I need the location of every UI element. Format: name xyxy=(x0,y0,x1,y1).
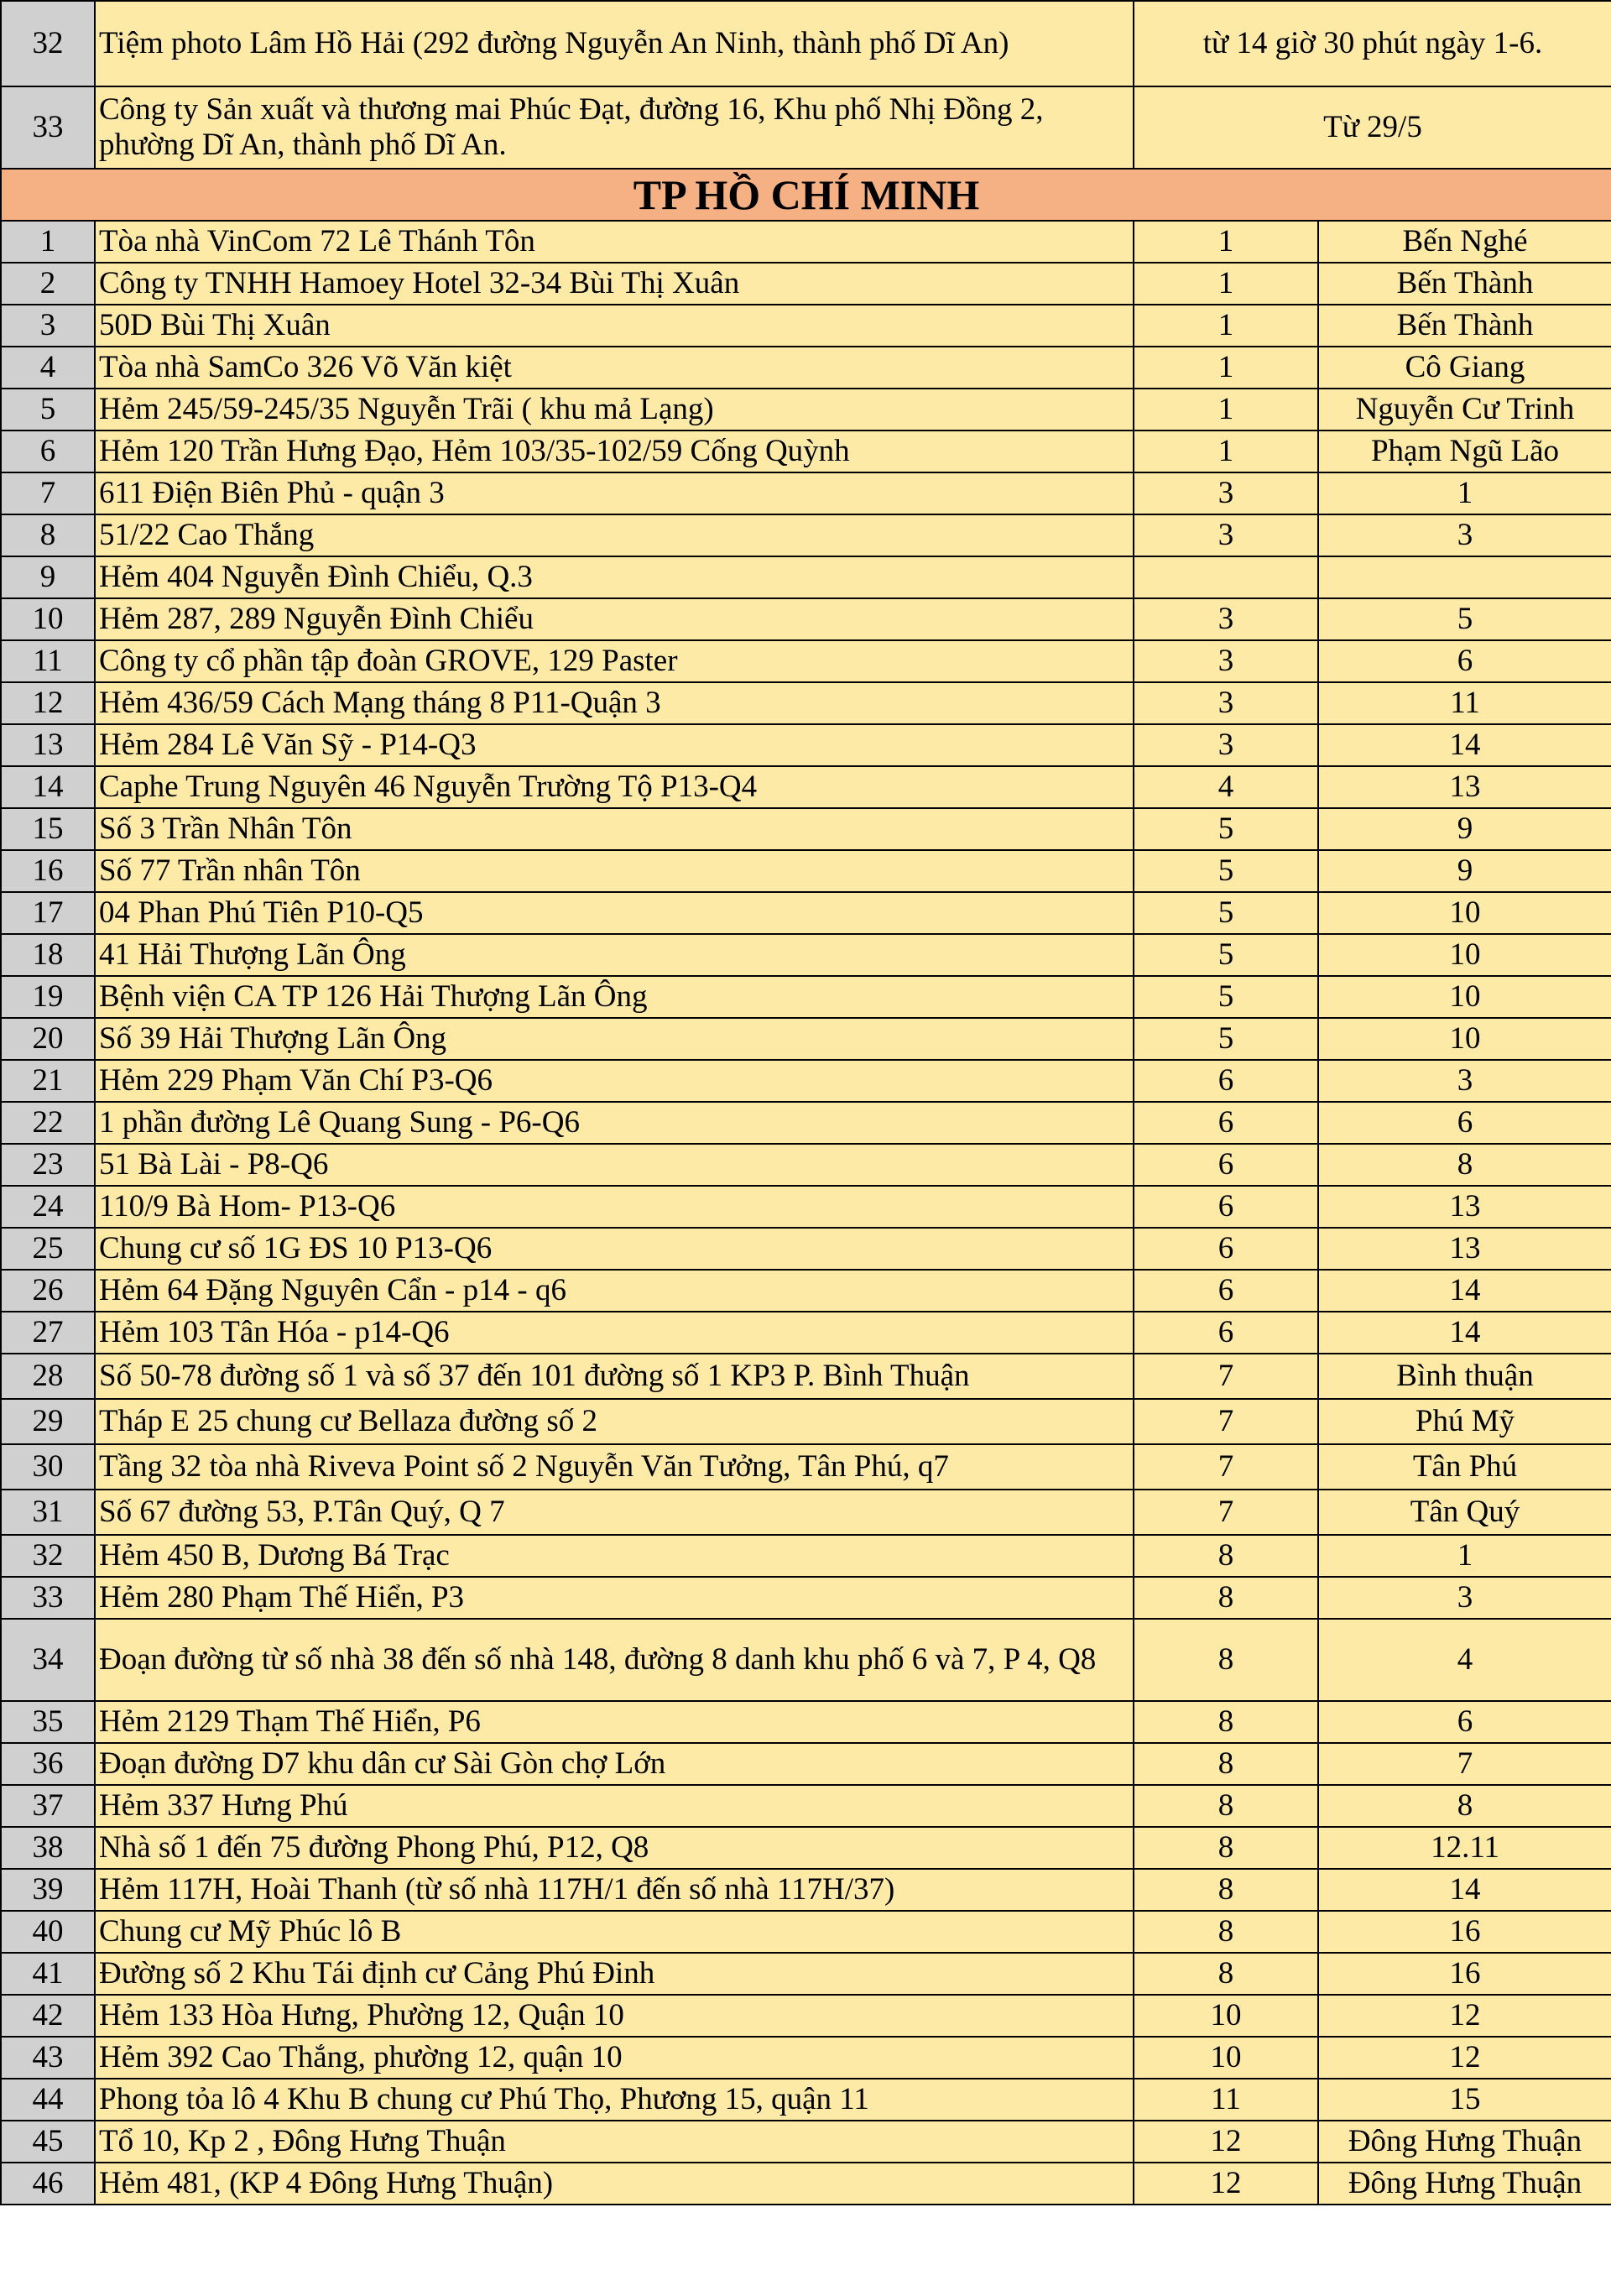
district-cell: 3 xyxy=(1134,514,1318,556)
table-row xyxy=(1,1619,1611,1701)
row-number-cell: 31 xyxy=(1,1490,95,1535)
time-cell: từ 14 giờ 30 phút ngày 1-6. xyxy=(1134,1,1611,86)
row-number-cell: 44 xyxy=(1,2079,95,2121)
ward-cell: 3 xyxy=(1318,1060,1611,1102)
district-cell: 8 xyxy=(1134,1827,1318,1869)
district-cell: 8 xyxy=(1134,1953,1318,1995)
location-cell: Hẻm 337 Hưng Phú xyxy=(95,1785,1134,1827)
row-number-cell: 33 xyxy=(1,86,95,169)
location-cell: Tầng 32 tòa nhà Riveva Point số 2 Nguyễn Văn Tưởng, Tân Phú, q7 xyxy=(95,1444,1134,1490)
district-cell: 4 xyxy=(1134,766,1318,808)
table-row xyxy=(1,1911,1611,1953)
row-number-cell: 12 xyxy=(1,682,95,724)
table-row xyxy=(1,1018,1611,1060)
district-cell: 8 xyxy=(1134,1911,1318,1953)
row-number-cell: 22 xyxy=(1,1102,95,1144)
ward-cell: 13 xyxy=(1318,1228,1611,1270)
table-row xyxy=(1,766,1611,808)
ward-cell: 8 xyxy=(1318,1144,1611,1186)
table-row xyxy=(1,1490,1611,1535)
row-number-cell: 38 xyxy=(1,1827,95,1869)
location-cell: Hẻm 280 Phạm Thế Hiển, P3 xyxy=(95,1577,1134,1619)
location-cell: Chung cư Mỹ Phúc lô B xyxy=(95,1911,1134,1953)
ward-cell: 3 xyxy=(1318,1577,1611,1619)
ward-cell: 5 xyxy=(1318,598,1611,640)
location-cell: Tòa nhà VinCom 72 Lê Thánh Tôn xyxy=(95,221,1134,263)
row-number-cell: 6 xyxy=(1,430,95,472)
table-body xyxy=(1,1,1611,2205)
ward-cell: 1 xyxy=(1318,1535,1611,1577)
row-number-cell: 37 xyxy=(1,1785,95,1827)
row-number-cell: 25 xyxy=(1,1228,95,1270)
location-cell: Hẻm 287, 289 Nguyễn Đình Chiểu xyxy=(95,598,1134,640)
location-cell: Hẻm 392 Cao Thắng, phường 12, quận 10 xyxy=(95,2037,1134,2079)
district-cell: 6 xyxy=(1134,1312,1318,1354)
location-cell: Hẻm 245/59-245/35 Nguyễn Trãi ( khu mả Lạng) xyxy=(95,389,1134,430)
table-row xyxy=(1,1399,1611,1444)
row-number-cell: 35 xyxy=(1,1701,95,1743)
table-row xyxy=(1,514,1611,556)
ward-cell: 6 xyxy=(1318,1102,1611,1144)
location-cell: 04 Phan Phú Tiên P10-Q5 xyxy=(95,892,1134,934)
ward-cell: 9 xyxy=(1318,850,1611,892)
ward-cell: Phú Mỹ xyxy=(1318,1399,1611,1444)
ward-cell: 10 xyxy=(1318,1018,1611,1060)
location-cell: 1 phần đường Lê Quang Sung - P6-Q6 xyxy=(95,1102,1134,1144)
section-title: TP HỒ CHÍ MINH xyxy=(1,169,1611,221)
location-cell: 611 Điện Biên Phủ - quận 3 xyxy=(95,472,1134,514)
ward-cell: 6 xyxy=(1318,640,1611,682)
district-cell: 3 xyxy=(1134,682,1318,724)
row-number-cell: 2 xyxy=(1,263,95,305)
row-number-cell: 39 xyxy=(1,1869,95,1911)
row-number-cell: 33 xyxy=(1,1577,95,1619)
table-row xyxy=(1,472,1611,514)
ward-cell: 10 xyxy=(1318,934,1611,976)
location-cell: Tổ 10, Kp 2 , Đông Hưng Thuận xyxy=(95,2121,1134,2163)
row-number-cell: 14 xyxy=(1,766,95,808)
ward-cell: Phạm Ngũ Lão xyxy=(1318,430,1611,472)
row-number-cell: 29 xyxy=(1,1399,95,1444)
ward-cell: Nguyễn Cư Trinh xyxy=(1318,389,1611,430)
ward-cell: 11 xyxy=(1318,682,1611,724)
table-row xyxy=(1,2079,1611,2121)
ward-cell: 10 xyxy=(1318,976,1611,1018)
location-cell: Công ty cổ phần tập đoàn GROVE, 129 Paster xyxy=(95,640,1134,682)
district-cell: 3 xyxy=(1134,640,1318,682)
row-number-cell: 20 xyxy=(1,1018,95,1060)
district-cell: 3 xyxy=(1134,598,1318,640)
district-cell: 3 xyxy=(1134,472,1318,514)
ward-cell: Tân Phú xyxy=(1318,1444,1611,1490)
location-cell: 50D Bùi Thị Xuân xyxy=(95,305,1134,347)
district-cell: 5 xyxy=(1134,808,1318,850)
district-cell: 5 xyxy=(1134,1018,1318,1060)
location-cell: Hẻm 64 Đặng Nguyên Cẩn - p14 - q6 xyxy=(95,1270,1134,1312)
table-row xyxy=(1,1995,1611,2037)
table-row xyxy=(1,1270,1611,1312)
district-cell: 5 xyxy=(1134,892,1318,934)
table-row xyxy=(1,808,1611,850)
location-cell: Đoạn đường từ số nhà 38 đến số nhà 148, đường 8 danh khu phố 6 và 7, P 4, Q8 xyxy=(95,1619,1134,1701)
table-row xyxy=(1,1144,1611,1186)
table-row xyxy=(1,934,1611,976)
location-cell: Số 50-78 đường số 1 và số 37 đến 101 đường số 1 KP3 P. Bình Thuận xyxy=(95,1354,1134,1399)
ward-cell xyxy=(1318,556,1611,598)
district-cell: 6 xyxy=(1134,1144,1318,1186)
row-number-cell: 1 xyxy=(1,221,95,263)
table-row xyxy=(1,640,1611,682)
ward-cell: Đông Hưng Thuận xyxy=(1318,2163,1611,2205)
location-cell: Số 3 Trần Nhân Tôn xyxy=(95,808,1134,850)
district-cell: 5 xyxy=(1134,934,1318,976)
location-cell: Số 39 Hải Thượng Lãn Ông xyxy=(95,1018,1134,1060)
location-cell: Hẻm 481, (KP 4 Đông Hưng Thuận) xyxy=(95,2163,1134,2205)
ward-cell: 12 xyxy=(1318,2037,1611,2079)
table-row xyxy=(1,1869,1611,1911)
ward-cell: 16 xyxy=(1318,1911,1611,1953)
table-row xyxy=(1,1785,1611,1827)
row-number-cell: 30 xyxy=(1,1444,95,1490)
table-row xyxy=(1,1228,1611,1270)
location-cell: 110/9 Bà Hom- P13-Q6 xyxy=(95,1186,1134,1228)
row-number-cell: 4 xyxy=(1,347,95,389)
district-cell: 10 xyxy=(1134,1995,1318,2037)
row-number-cell: 15 xyxy=(1,808,95,850)
row-number-cell: 45 xyxy=(1,2121,95,2163)
table-row xyxy=(1,892,1611,934)
table-row xyxy=(1,430,1611,472)
location-cell: Chung cư số 1G ĐS 10 P13-Q6 xyxy=(95,1228,1134,1270)
ward-cell: 8 xyxy=(1318,1785,1611,1827)
location-cell: Hẻm 229 Phạm Văn Chí P3-Q6 xyxy=(95,1060,1134,1102)
ward-cell: 16 xyxy=(1318,1953,1611,1995)
district-cell: 3 xyxy=(1134,724,1318,766)
ward-cell: 13 xyxy=(1318,1186,1611,1228)
district-cell: 6 xyxy=(1134,1228,1318,1270)
district-cell: 1 xyxy=(1134,347,1318,389)
row-number-cell: 18 xyxy=(1,934,95,976)
ward-cell: 1 xyxy=(1318,472,1611,514)
district-cell: 1 xyxy=(1134,389,1318,430)
section-header-row xyxy=(1,169,1611,221)
ward-cell: Cô Giang xyxy=(1318,347,1611,389)
location-cell: Hẻm 436/59 Cách Mạng tháng 8 P11-Quận 3 xyxy=(95,682,1134,724)
location-cell: Đoạn đường D7 khu dân cư Sài Gòn chợ Lớn xyxy=(95,1743,1134,1785)
table-row xyxy=(1,1827,1611,1869)
district-cell: 6 xyxy=(1134,1060,1318,1102)
row-number-cell: 32 xyxy=(1,1,95,86)
table-row xyxy=(1,556,1611,598)
location-cell: Số 67 đường 53, P.Tân Quý, Q 7 xyxy=(95,1490,1134,1535)
table-row xyxy=(1,2163,1611,2205)
ward-cell: 7 xyxy=(1318,1743,1611,1785)
table-row xyxy=(1,598,1611,640)
table-row xyxy=(1,1354,1611,1399)
table-row xyxy=(1,976,1611,1018)
row-number-cell: 21 xyxy=(1,1060,95,1102)
ward-cell: 6 xyxy=(1318,1701,1611,1743)
location-cell: Đường số 2 Khu Tái định cư Cảng Phú Đinh xyxy=(95,1953,1134,1995)
location-cell: 51/22 Cao Thắng xyxy=(95,514,1134,556)
row-number-cell: 27 xyxy=(1,1312,95,1354)
ward-cell: Tân Quý xyxy=(1318,1490,1611,1535)
district-cell: 6 xyxy=(1134,1270,1318,1312)
ward-cell: Bến Thành xyxy=(1318,263,1611,305)
table-row xyxy=(1,1312,1611,1354)
table-row xyxy=(1,1701,1611,1743)
row-number-cell: 10 xyxy=(1,598,95,640)
row-number-cell: 13 xyxy=(1,724,95,766)
ward-cell: Đông Hưng Thuận xyxy=(1318,2121,1611,2163)
table-row xyxy=(1,724,1611,766)
table-row xyxy=(1,86,1611,169)
location-cell: Số 77 Trần nhân Tôn xyxy=(95,850,1134,892)
ward-cell: 4 xyxy=(1318,1619,1611,1701)
location-cell: 51 Bà Lài - P8-Q6 xyxy=(95,1144,1134,1186)
district-cell: 7 xyxy=(1134,1490,1318,1535)
district-cell: 8 xyxy=(1134,1701,1318,1743)
location-cell: Hẻm 133 Hòa Hưng, Phường 12, Quận 10 xyxy=(95,1995,1134,2037)
district-cell: 8 xyxy=(1134,1743,1318,1785)
row-number-cell: 9 xyxy=(1,556,95,598)
table-row xyxy=(1,305,1611,347)
location-cell: Hẻm 284 Lê Văn Sỹ - P14-Q3 xyxy=(95,724,1134,766)
district-cell: 1 xyxy=(1134,263,1318,305)
location-cell: Tháp E 25 chung cư Bellaza đường số 2 xyxy=(95,1399,1134,1444)
district-cell: 1 xyxy=(1134,221,1318,263)
ward-cell: Bến Thành xyxy=(1318,305,1611,347)
row-number-cell: 28 xyxy=(1,1354,95,1399)
row-number-cell: 32 xyxy=(1,1535,95,1577)
district-cell: 12 xyxy=(1134,2121,1318,2163)
row-number-cell: 7 xyxy=(1,472,95,514)
district-cell: 10 xyxy=(1134,2037,1318,2079)
location-cell: Hẻm 450 B, Dương Bá Trạc xyxy=(95,1535,1134,1577)
table-row xyxy=(1,1953,1611,1995)
location-cell: Hẻm 117H, Hoài Thanh (từ số nhà 117H/1 đến số nhà 117H/37) xyxy=(95,1869,1134,1911)
district-cell: 7 xyxy=(1134,1444,1318,1490)
district-cell: 5 xyxy=(1134,850,1318,892)
table-row xyxy=(1,1060,1611,1102)
ward-cell: 12 xyxy=(1318,1995,1611,2037)
location-cell: Bệnh viện CA TP 126 Hải Thượng Lãn Ông xyxy=(95,976,1134,1018)
location-cell: Caphe Trung Nguyên 46 Nguyễn Trường Tộ P13-Q4 xyxy=(95,766,1134,808)
table-row xyxy=(1,1577,1611,1619)
table-row xyxy=(1,850,1611,892)
row-number-cell: 23 xyxy=(1,1144,95,1186)
location-cell: Hẻm 404 Nguyễn Đình Chiểu, Q.3 xyxy=(95,556,1134,598)
row-number-cell: 19 xyxy=(1,976,95,1018)
district-cell: 8 xyxy=(1134,1619,1318,1701)
district-cell: 1 xyxy=(1134,430,1318,472)
table-row xyxy=(1,2121,1611,2163)
district-cell: 8 xyxy=(1134,1869,1318,1911)
district-cell: 6 xyxy=(1134,1102,1318,1144)
row-number-cell: 42 xyxy=(1,1995,95,2037)
district-cell: 8 xyxy=(1134,1535,1318,1577)
row-number-cell: 11 xyxy=(1,640,95,682)
row-number-cell: 8 xyxy=(1,514,95,556)
location-cell: Hẻm 103 Tân Hóa - p14-Q6 xyxy=(95,1312,1134,1354)
ward-cell: 9 xyxy=(1318,808,1611,850)
ward-cell: Bình thuận xyxy=(1318,1354,1611,1399)
table-row xyxy=(1,2037,1611,2079)
table-row xyxy=(1,389,1611,430)
district-cell: 5 xyxy=(1134,976,1318,1018)
table-row xyxy=(1,1186,1611,1228)
table-row xyxy=(1,1444,1611,1490)
table-row xyxy=(1,347,1611,389)
district-cell: 11 xyxy=(1134,2079,1318,2121)
location-cell: Tòa nhà SamCo 326 Võ Văn kiệt xyxy=(95,347,1134,389)
location-cell: Hẻm 2129 Thạm Thế Hiển, P6 xyxy=(95,1701,1134,1743)
row-number-cell: 43 xyxy=(1,2037,95,2079)
ward-cell: 10 xyxy=(1318,892,1611,934)
district-cell: 1 xyxy=(1134,305,1318,347)
ward-cell: 12.11 xyxy=(1318,1827,1611,1869)
time-cell: Từ 29/5 xyxy=(1134,86,1611,169)
row-number-cell: 46 xyxy=(1,2163,95,2205)
row-number-cell: 16 xyxy=(1,850,95,892)
table-row xyxy=(1,1535,1611,1577)
district-cell: 12 xyxy=(1134,2163,1318,2205)
location-cell: Nhà số 1 đến 75 đường Phong Phú, P12, Q8 xyxy=(95,1827,1134,1869)
location-cell: Công ty TNHH Hamoey Hotel 32-34 Bùi Thị Xuân xyxy=(95,263,1134,305)
district-cell: 6 xyxy=(1134,1186,1318,1228)
table-row xyxy=(1,1743,1611,1785)
table-row xyxy=(1,263,1611,305)
location-cell: Công ty Sản xuất và thương mai Phúc Đạt, đường 16, Khu phố Nhị Đồng 2, phường Dĩ An, thành phố Dĩ An. xyxy=(95,86,1134,169)
district-cell: 7 xyxy=(1134,1354,1318,1399)
table-row xyxy=(1,221,1611,263)
ward-cell: 14 xyxy=(1318,1312,1611,1354)
table-row xyxy=(1,1102,1611,1144)
location-cell: Hẻm 120 Trần Hưng Đạo, Hẻm 103/35-102/59 Cống Quỳnh xyxy=(95,430,1134,472)
location-cell: Tiệm photo Lâm Hồ Hải (292 đường Nguyễn An Ninh, thành phố Dĩ An) xyxy=(95,1,1134,86)
table-row xyxy=(1,682,1611,724)
ward-cell: 15 xyxy=(1318,2079,1611,2121)
row-number-cell: 36 xyxy=(1,1743,95,1785)
location-cell: 41 Hải Thượng Lãn Ông xyxy=(95,934,1134,976)
ward-cell: 14 xyxy=(1318,724,1611,766)
row-number-cell: 26 xyxy=(1,1270,95,1312)
ward-cell: 13 xyxy=(1318,766,1611,808)
table-row xyxy=(1,1,1611,86)
ward-cell: Bến Nghé xyxy=(1318,221,1611,263)
row-number-cell: 24 xyxy=(1,1186,95,1228)
row-number-cell: 17 xyxy=(1,892,95,934)
row-number-cell: 34 xyxy=(1,1619,95,1701)
ward-cell: 14 xyxy=(1318,1869,1611,1911)
district-cell xyxy=(1134,556,1318,598)
row-number-cell: 40 xyxy=(1,1911,95,1953)
district-cell: 7 xyxy=(1134,1399,1318,1444)
row-number-cell: 5 xyxy=(1,389,95,430)
district-cell: 8 xyxy=(1134,1577,1318,1619)
row-number-cell: 41 xyxy=(1,1953,95,1995)
ward-cell: 3 xyxy=(1318,514,1611,556)
ward-cell: 14 xyxy=(1318,1270,1611,1312)
row-number-cell: 3 xyxy=(1,305,95,347)
location-cell: Phong tỏa lô 4 Khu B chung cư Phú Thọ, Phương 15, quận 11 xyxy=(95,2079,1134,2121)
district-cell: 8 xyxy=(1134,1785,1318,1827)
